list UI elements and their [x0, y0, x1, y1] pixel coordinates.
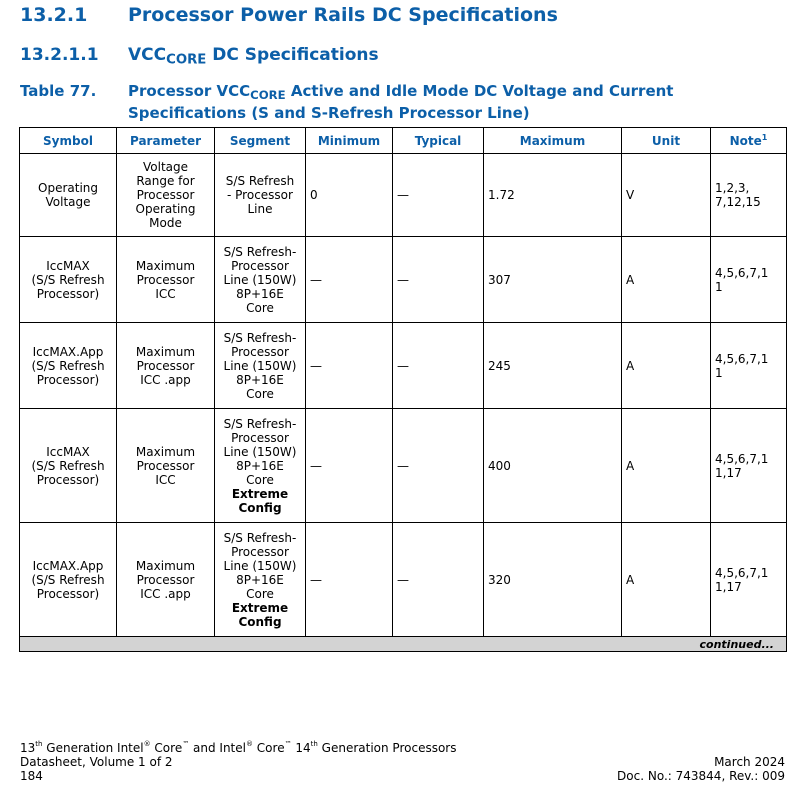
cell-typical: — [393, 409, 484, 523]
cell-symbol-line: Processor) [36, 472, 100, 487]
cell-parameter-line: Processor [136, 272, 195, 287]
cell-symbol-line: (S/S Refresh [31, 272, 105, 287]
cell-parameter-line: Processor [136, 458, 195, 473]
cell-minimum: — [306, 323, 393, 409]
cell-note-line: 4,5,6,7,1 [715, 351, 769, 366]
footer-doc-number: Doc. No.: 743844, Rev.: 009 [617, 769, 785, 783]
cell-parameter-line: Voltage [142, 160, 188, 174]
cell-segment-line: 8P+16E [236, 572, 284, 587]
cell-segment-line: Processor [231, 430, 289, 445]
cell-typical: — [393, 154, 484, 237]
cell-segment-bold-line: Extreme [231, 486, 289, 501]
cell-minimum: 0 [306, 154, 393, 237]
cell-symbol-line: (S/S Refresh [31, 572, 105, 587]
cell-note-line: 4,5,6,7,1 [715, 451, 769, 466]
col-header-minimum: Minimum [306, 128, 393, 154]
col-header-parameter: Parameter [117, 128, 215, 154]
cell-parameter-line: ICC [155, 472, 176, 487]
cell-segment-bold-line: Config [238, 614, 282, 629]
cell-segment-line: Processor [231, 344, 289, 359]
cell-parameter-line: Operating [135, 202, 196, 216]
cell-note-line: 1,17 [715, 579, 742, 594]
subsection-title: $VCC_{CORE}$ DC Specifications [128, 45, 379, 68]
cell-parameter [117, 523, 215, 637]
cell-segment-bold-line: Config [238, 500, 282, 515]
spec-table [19, 127, 787, 652]
cell-maximum: 1.72 [484, 154, 622, 237]
cell-parameter-line: Range for [136, 174, 195, 188]
cell-segment-line: Processor [231, 258, 289, 273]
footer-left [20, 741, 456, 783]
cell-note-line: 1 [715, 279, 723, 294]
cell-symbol-line: Processor) [36, 286, 100, 301]
cell-symbol-line: Operating [38, 181, 98, 195]
cell-parameter-line: Maximum [135, 444, 196, 459]
cell-segment-line: Core [246, 300, 274, 315]
col-header-unit: Unit [622, 128, 711, 154]
cell-segment-line: S/S Refresh- [223, 244, 297, 259]
cell-segment [215, 237, 306, 323]
cell-typical: — [393, 523, 484, 637]
cell-parameter-line: ICC .app [140, 372, 191, 387]
cell-note-line: 1,2,3, [715, 181, 750, 195]
cell-segment-line: S/S Refresh [225, 174, 295, 188]
cell-note-line: 1 [715, 365, 723, 380]
cell-minimum: — [306, 523, 393, 637]
cell-segment-line: Core [246, 386, 274, 401]
cell-note [711, 323, 787, 409]
cell-segment [215, 409, 306, 523]
cell-symbol-line: IccMAX [46, 444, 90, 459]
cell-segment-line: Line (150W) [223, 444, 297, 459]
cell-maximum: 245 [484, 323, 622, 409]
cell-parameter-line: ICC [155, 286, 176, 301]
cell-parameter-line: Maximum [135, 558, 196, 573]
cell-parameter-line: Processor [136, 188, 195, 202]
cell-symbol-line: IccMAX.App [32, 558, 104, 573]
cell-note [711, 237, 787, 323]
section-title: Processor Power Rails DC Specifications [128, 4, 558, 26]
cell-segment-line: 8P+16E [236, 286, 284, 301]
cell-parameter-line: Processor [136, 572, 195, 587]
cell-typical: — [393, 237, 484, 323]
cell-segment-line: Core [246, 586, 274, 601]
table-header-row [20, 128, 787, 154]
cell-unit: A [622, 323, 711, 409]
cell-typical: — [393, 323, 484, 409]
cell-symbol [20, 154, 117, 237]
cell-parameter-line: Processor [136, 358, 195, 373]
cell-segment-line: S/S Refresh- [223, 416, 297, 431]
continued-label: continued... [20, 637, 787, 652]
cell-unit: A [622, 523, 711, 637]
col-header-maximum: Maximum [484, 128, 622, 154]
cell-symbol-line: IccMAX [46, 258, 90, 273]
footer-right [617, 755, 785, 783]
cell-segment-line: Processor [231, 544, 289, 559]
cell-segment [215, 523, 306, 637]
cell-parameter [117, 323, 215, 409]
cell-symbol-line: (S/S Refresh [31, 358, 105, 373]
cell-maximum: 400 [484, 409, 622, 523]
col-header-symbol: Symbol [20, 128, 117, 154]
cell-note [711, 523, 787, 637]
cell-symbol-line: Processor) [36, 586, 100, 601]
cell-note-line: 4,5,6,7,1 [715, 565, 769, 580]
cell-note [711, 409, 787, 523]
cell-segment-line: Line [247, 202, 273, 216]
cell-note [711, 154, 787, 237]
cell-segment-line: Core [246, 472, 274, 487]
cell-segment-line: 8P+16E [236, 372, 284, 387]
cell-unit: A [622, 409, 711, 523]
table-row [20, 409, 787, 523]
page-number: 184 [20, 769, 43, 783]
cell-segment-line: 8P+16E [236, 458, 284, 473]
cell-segment-line: Line (150W) [223, 272, 297, 287]
table-title: Processor $VCC_{CORE}$ Active and Idle Mode DC Voltage and Current Specifications (S and S-Refresh Processor Line) [128, 82, 674, 122]
table-number: Table 77. [20, 82, 97, 100]
cell-parameter-line: Maximum [135, 258, 196, 273]
cell-note-line: 4,5,6,7,1 [715, 265, 769, 280]
cell-minimum: — [306, 409, 393, 523]
cell-segment-line: Line (150W) [223, 358, 297, 373]
cell-symbol-line: IccMAX.App [32, 344, 104, 359]
footer-product-line: 13th Generation Intel® Core™ and Intel® Core™ 14th Generation Processors [20, 740, 457, 755]
section-number: 13.2.1 [20, 4, 88, 26]
cell-symbol-line: Processor) [36, 372, 100, 387]
table-row [20, 154, 787, 237]
cell-segment-line: Line (150W) [223, 558, 297, 573]
subsection-number: 13.2.1.1 [20, 45, 99, 65]
cell-parameter-line: Maximum [135, 344, 196, 359]
cell-symbol [20, 323, 117, 409]
footer-volume: Datasheet, Volume 1 of 2 [20, 755, 173, 769]
col-header-note: Note$^1$ [711, 128, 787, 154]
cell-parameter [117, 409, 215, 523]
continued-row [20, 637, 787, 652]
table-row [20, 323, 787, 409]
cell-symbol [20, 409, 117, 523]
cell-note-line: 1,17 [715, 465, 742, 480]
footer-date: March 2024 [714, 755, 785, 769]
cell-parameter-line: Mode [149, 216, 182, 230]
cell-segment [215, 154, 306, 237]
table-row [20, 237, 787, 323]
cell-unit: A [622, 237, 711, 323]
cell-unit: V [622, 154, 711, 237]
cell-segment-line: S/S Refresh- [223, 530, 297, 545]
cell-parameter-line: ICC .app [140, 586, 191, 601]
cell-note-line: 7,12,15 [715, 195, 761, 209]
cell-segment-line: - Processor [227, 188, 293, 202]
cell-minimum: — [306, 237, 393, 323]
cell-maximum: 307 [484, 237, 622, 323]
cell-symbol [20, 523, 117, 637]
table-row [20, 523, 787, 637]
cell-symbol [20, 237, 117, 323]
col-header-segment: Segment [215, 128, 306, 154]
cell-segment-line: S/S Refresh- [223, 330, 297, 345]
col-header-typical: Typical [393, 128, 484, 154]
cell-parameter [117, 154, 215, 237]
cell-maximum: 320 [484, 523, 622, 637]
cell-segment-bold-line: Extreme [231, 600, 289, 615]
cell-parameter [117, 237, 215, 323]
cell-symbol-line: Voltage [45, 195, 91, 209]
cell-segment [215, 323, 306, 409]
cell-symbol-line: (S/S Refresh [31, 458, 105, 473]
